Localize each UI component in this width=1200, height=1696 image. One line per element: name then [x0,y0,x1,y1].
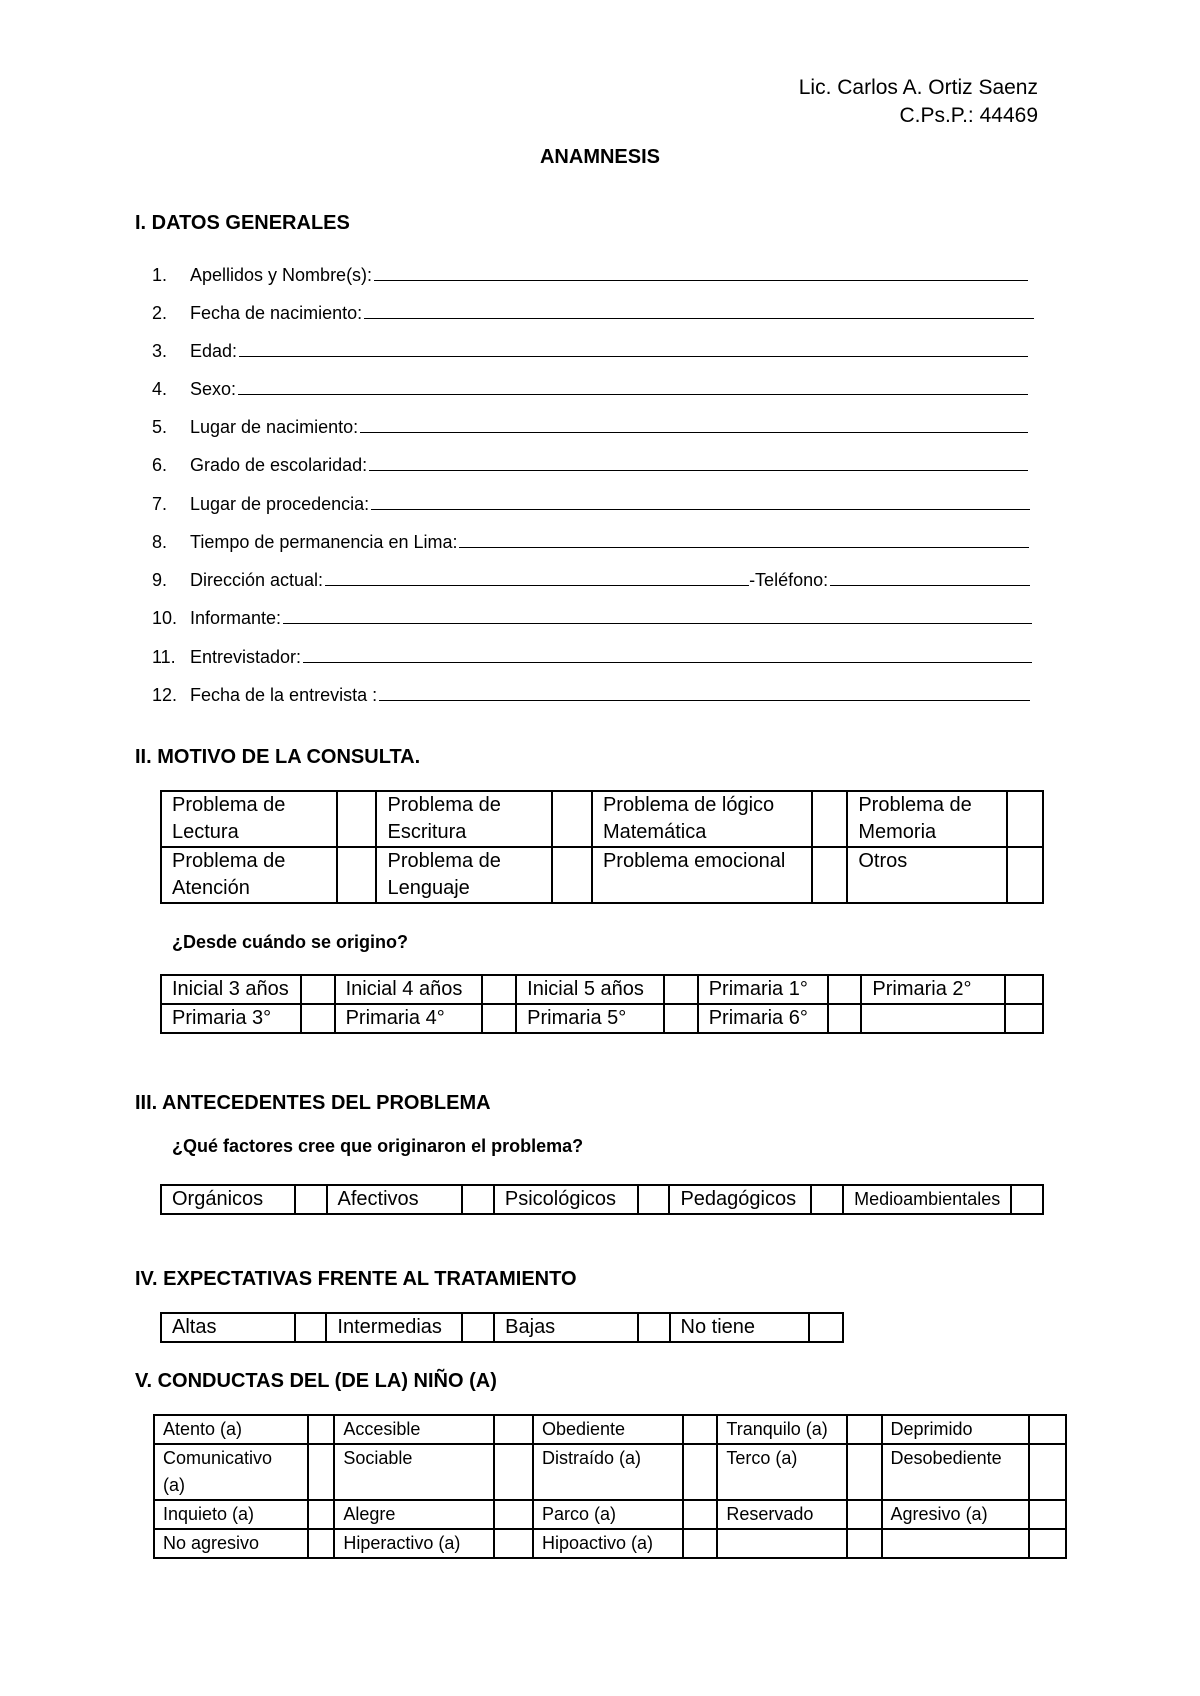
option-label: Desobediente [882,1444,1030,1500]
checkbox[interactable] [812,791,848,847]
option-label: Atento (a) [154,1415,308,1444]
psychologist-name: Lic. Carlos A. Ortiz Saenz [798,76,1038,99]
option-label: Medioambientales [843,1185,1011,1214]
checkbox[interactable] [683,1500,717,1529]
checkbox[interactable] [1029,1500,1066,1529]
option-label [717,1529,847,1558]
option-label: Otros [847,847,1007,903]
field-time-in-lima[interactable]: 8. Tiempo de permanencia en Lima: [152,525,1029,553]
option-label: Problema de lógico Matemática [592,791,812,847]
option-label: Accesible [334,1415,494,1444]
checkbox[interactable] [664,975,698,1004]
checkbox[interactable] [494,1529,533,1558]
checkbox[interactable] [847,1415,881,1444]
section-3-heading: III. ANTECEDENTES DEL PROBLEMA [135,1092,491,1114]
section-5-heading: V. CONDUCTAS DEL (DE LA) NIÑO (A) [135,1370,497,1392]
option-label: Altas [161,1313,295,1342]
checkbox[interactable] [552,791,592,847]
option-label: Inquieto (a) [154,1500,308,1529]
checkbox[interactable] [1029,1529,1066,1558]
checkbox[interactable] [295,1313,327,1342]
field-birth-place[interactable]: 5. Lugar de nacimiento: [152,410,1028,438]
expectations-table [160,1312,844,1343]
checkbox[interactable] [828,1004,862,1033]
factors-question: ¿Qué factores cree que originaron el problema? [172,1136,584,1156]
option-label: Problema emocional [592,847,812,903]
checkbox[interactable] [828,975,862,1004]
field-origin-place[interactable]: 7. Lugar de procedencia: [152,487,1030,515]
option-label: Comunicativo (a) [154,1444,308,1500]
origin-table [160,974,1044,1034]
blank-line[interactable] [283,623,1032,624]
checkbox[interactable] [847,1500,881,1529]
field-informant[interactable]: 10. Informante: [152,601,1032,629]
blank-line[interactable] [379,700,1030,701]
option-label: No tiene [670,1313,810,1342]
checkbox[interactable] [462,1313,494,1342]
option-label: Parco (a) [533,1500,683,1529]
checkbox[interactable] [812,847,848,903]
checkbox[interactable] [552,847,592,903]
option-label: Problema de Lenguaje [376,847,552,903]
document-title: ANAMNESIS [539,146,660,168]
option-label: Afectivos [327,1185,463,1214]
option-label: Reservado [717,1500,847,1529]
address-blank-line[interactable] [325,585,749,586]
checkbox[interactable] [308,1415,334,1444]
option-label: Problema de Atención [161,847,337,903]
option-label: Problema de Lectura [161,791,337,847]
option-label: Alegre [334,1500,494,1529]
origin-question: ¿Desde cuándo se origino? [172,932,409,952]
checkbox[interactable] [683,1415,717,1444]
option-label: Inicial 5 años [516,975,664,1004]
checkbox[interactable] [301,1004,335,1033]
option-label: Primaria 1° [698,975,828,1004]
option-label: Problema de Memoria [847,791,1007,847]
checkbox[interactable] [494,1444,533,1500]
checkbox[interactable] [1029,1444,1066,1500]
checkbox[interactable] [1005,1004,1043,1033]
option-label: Intermedias [326,1313,462,1342]
option-label: Pedagógicos [669,1185,811,1214]
blank-line[interactable] [364,318,1034,319]
option-label: No agresivo [154,1529,308,1558]
field-interviewer[interactable]: 11. Entrevistador: [152,640,1032,668]
option-label: Hiperactivo (a) [334,1529,494,1558]
blank-line[interactable] [371,509,1030,510]
option-label: Primaria 2° [861,975,1005,1004]
field-school-grade[interactable]: 6. Grado de escolaridad: [152,448,1028,476]
checkbox[interactable] [683,1444,717,1500]
checkbox[interactable] [847,1444,881,1500]
checkbox[interactable] [494,1500,533,1529]
blank-line[interactable] [303,662,1032,663]
option-label [882,1529,1030,1558]
option-label: Deprimido [882,1415,1030,1444]
consultation-reasons-table [160,790,1044,904]
checkbox[interactable] [664,1004,698,1033]
checkbox[interactable] [482,1004,516,1033]
option-label: Inicial 3 años [161,975,301,1004]
blank-line[interactable] [374,280,1028,281]
checkbox[interactable] [847,1529,881,1558]
option-label: Tranquilo (a) [717,1415,847,1444]
blank-line[interactable] [360,432,1028,433]
checkbox[interactable] [337,791,377,847]
checkbox[interactable] [638,1185,670,1214]
checkbox[interactable] [308,1500,334,1529]
checkbox[interactable] [1005,975,1043,1004]
checkbox[interactable] [638,1313,670,1342]
field-age[interactable]: 3. Edad: [152,334,1028,362]
checkbox[interactable] [462,1185,494,1214]
checkbox[interactable] [683,1529,717,1558]
factors-table [160,1184,1044,1215]
blank-line[interactable] [459,547,1029,548]
option-label: Problema de Escritura [376,791,552,847]
checkbox[interactable] [337,847,377,903]
checkbox[interactable] [494,1415,533,1444]
option-label [861,1004,1005,1033]
checkbox[interactable] [1029,1415,1066,1444]
checkbox[interactable] [295,1185,327,1214]
checkbox[interactable] [308,1529,334,1558]
checkbox[interactable] [301,975,335,1004]
psychologist-registry: C.Ps.P.: 44469 [899,104,1038,127]
option-label: Agresivo (a) [882,1500,1030,1529]
field-interview-date[interactable]: 12. Fecha de la entrevista : [152,678,1030,706]
option-label: Primaria 4° [335,1004,483,1033]
field-address-phone[interactable]: 9. Dirección actual: -Teléfono: [152,563,1030,591]
option-label: Obediente [533,1415,683,1444]
option-label: Terco (a) [717,1444,847,1500]
behaviors-table [153,1414,1067,1559]
section-4-heading: IV. EXPECTATIVAS FRENTE AL TRATAMIENTO [135,1268,577,1290]
option-label: Primaria 5° [516,1004,664,1033]
option-label: Distraído (a) [533,1444,683,1500]
checkbox[interactable] [308,1444,334,1500]
blank-line[interactable] [369,470,1028,471]
field-sex[interactable]: 4. Sexo: [152,372,1028,400]
checkbox[interactable] [811,1185,843,1214]
option-label: Orgánicos [161,1185,295,1214]
checkbox[interactable] [482,975,516,1004]
section-2-heading: II. MOTIVO DE LA CONSULTA. [135,746,421,768]
blank-line[interactable] [238,394,1028,395]
option-label: Psicológicos [494,1185,638,1214]
option-label: Sociable [334,1444,494,1500]
option-label: Bajas [494,1313,638,1342]
blank-line[interactable] [239,356,1028,357]
field-name[interactable]: 1. Apellidos y Nombre(s): [152,258,1028,286]
option-label: Primaria 3° [161,1004,301,1033]
field-birth-date[interactable]: 2. Fecha de nacimiento: [152,296,1034,324]
option-label: Inicial 4 años [335,975,483,1004]
checkbox[interactable] [1007,847,1043,903]
section-1-heading: I. DATOS GENERALES [135,212,350,234]
option-label: Primaria 6° [698,1004,828,1033]
checkbox[interactable] [809,1313,843,1342]
option-label: Hipoactivo (a) [533,1529,683,1558]
checkbox[interactable] [1011,1185,1043,1214]
phone-blank-line[interactable] [830,585,1030,586]
checkbox[interactable] [1007,791,1043,847]
